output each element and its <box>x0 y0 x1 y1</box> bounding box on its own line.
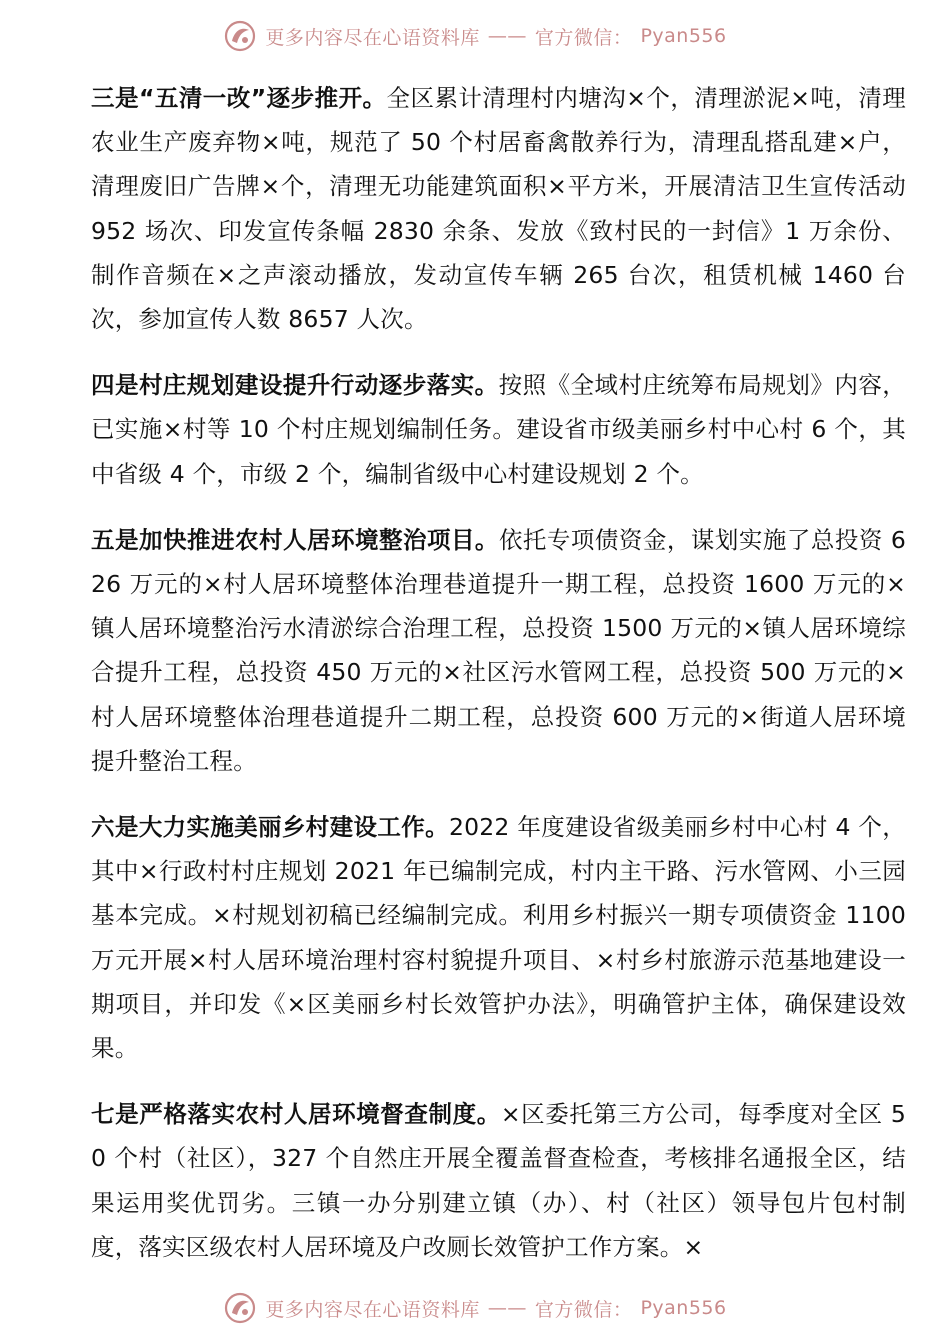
header-watermark <box>0 16 950 56</box>
watermark-wechat-label: 官方微信： <box>534 26 633 49</box>
paragraph-body: ×区委托第三方公司，每季度对全区 50 个村（社区），327 个自然庄开展全覆盖督查检查，考核排名通报全区，结果运用奖优罚劣。三镇一办分别建立镇（办）、村（社区）领导包片包村制度，落实区级农村人居环境及户改厕长效管护工作方案。× <box>91 1100 906 1261</box>
paragraph-lead: 七是严格落实农村人居环境督查制度。 <box>91 1100 501 1129</box>
paragraph-lead: 六是大力实施美丽乡村建设工作。 <box>91 813 449 842</box>
footer-watermark <box>0 1288 950 1328</box>
watermark-wechat-id: Pyan556 <box>640 25 727 47</box>
watermark-dash: —— <box>487 1297 527 1319</box>
watermark-text: 更多内容尽在心语资料库 <box>265 26 480 49</box>
document-body <box>91 76 906 1291</box>
paragraph-5 <box>91 518 906 783</box>
watermark-wechat-label: 官方微信： <box>534 1298 633 1321</box>
paragraph-lead: 四是村庄规划建设提升行动逐步落实。 <box>91 371 499 400</box>
paragraph-lead: 三是“五清一改”逐步推开。 <box>91 84 387 112</box>
paragraph-6 <box>91 805 906 1070</box>
paragraph-7 <box>91 1092 906 1269</box>
paragraph-body: 全区累计清理村内塘沟×个，清理淤泥×吨，清理农业生产废弃物×吨，规范了 50 个村居畜禽散养行为，清理乱搭乱建×户，清理废旧广告牌×个，清理无功能建筑面积×平方米，开展清洁卫生宣传活动 952 场次、印发宣传条幅 2830 余条、发放《致村民的一封信》1 万余份、制作音频在×之声滚动播放，发动宣传车辆 265 台次，租赁机械 1460 台次，参加宣传人数 8657 人次。 <box>91 84 906 334</box>
paragraph-4 <box>91 363 906 496</box>
watermark-logo-icon <box>223 19 257 53</box>
paragraph-body: 2022 年度建设省级美丽乡村中心村 4 个，其中×行政村村庄规划 2021 年已编制完成，村内主干路、污水管网、小三园基本完成。×村规划初稿已经编制完成。利用乡村振兴一期专项债资金 1100 万元开展×村人居环境治理村容村貌提升项目、×村乡村旅游示范基地建设一期项目，并印发《×区美丽乡村长效管护办法》，明确管护主体，确保建设效果。 <box>91 813 906 1063</box>
watermark-text: 更多内容尽在心语资料库 <box>265 1298 480 1321</box>
paragraph-3 <box>91 76 906 341</box>
paragraph-lead: 五是加快推进农村人居环境整治项目。 <box>91 525 499 554</box>
watermark-logo-icon <box>223 1291 257 1325</box>
watermark-dash: —— <box>487 25 527 47</box>
paragraph-body: 按照《全域村庄统筹布局规划》内容，已实施×村等 10 个村庄规划编制任务。建设省市级美丽乡村中心村 6 个，其中省级 4 个，市级 2 个，编制省级中心村建设规划 2 个。 <box>91 371 906 488</box>
watermark-wechat-id: Pyan556 <box>640 1297 727 1319</box>
paragraph-body: 依托专项债资金，谋划实施了总投资 626 万元的×村人居环境整体治理巷道提升一期工程，总投资 1600 万元的×镇人居环境整治污水清淤综合治理工程，总投资 1500 万元的×镇人居环境综合提升工程，总投资 450 万元的×社区污水管网工程，总投资 500 万元的×村人居环境整体治理巷道提升二期工程，总投资 600 万元的×街道人居环境提升整治工程。 <box>91 525 906 775</box>
